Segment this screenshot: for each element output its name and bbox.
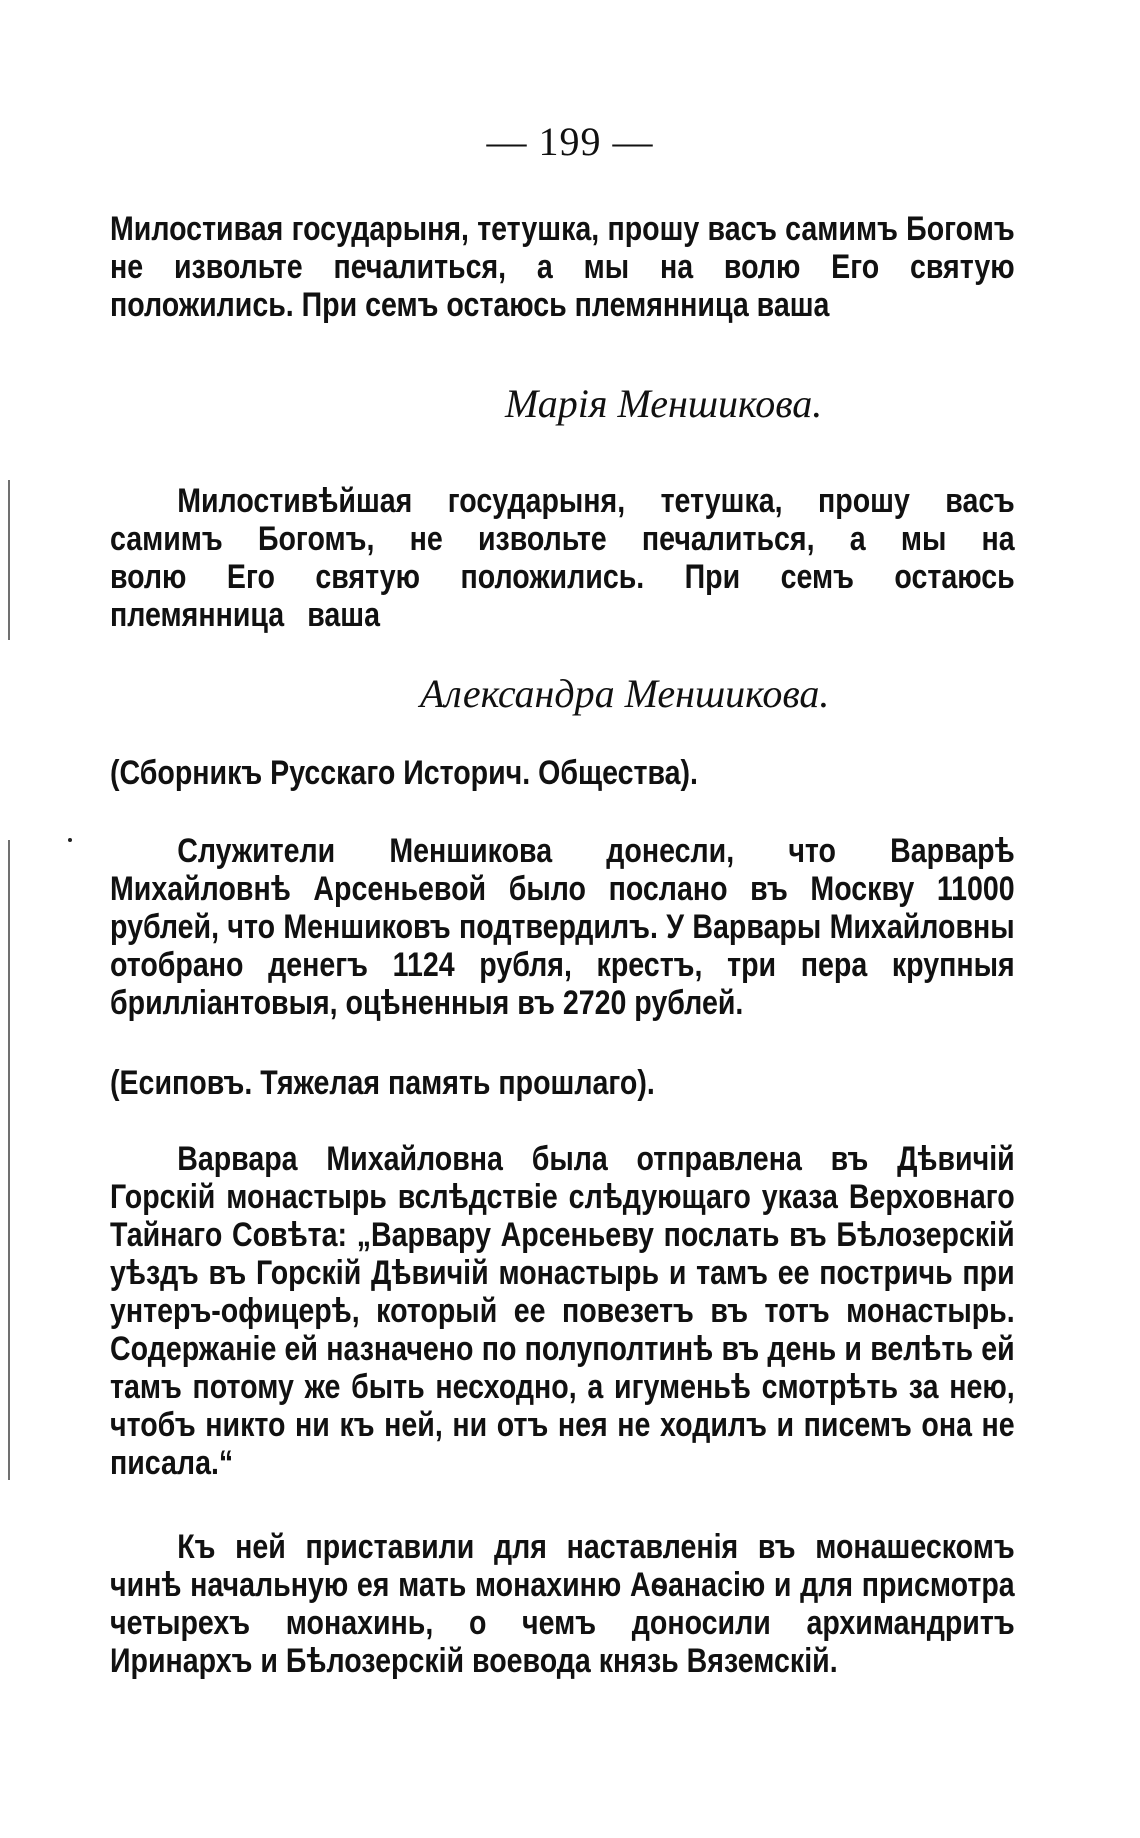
paragraph-servants-report: Служители Меншикова донесли, что Варварѣ Михайловнѣ Арсеньевой было послано въ Москву 11000 рублей, что Меншиковъ подтвердилъ. У Варвары Михайловны отобрано денегъ 1124 рубля, крестъ, три пера крупныя брилліантовыя, оцѣненныя въ 2720 рублей. bbox=[110, 832, 1015, 1022]
scan-margin-line bbox=[8, 840, 10, 1480]
signature-maria: Марія Меншикова. bbox=[505, 381, 823, 426]
source-citation-1: (Сборникъ Русскаго Историч. Общества). bbox=[110, 754, 698, 792]
source-citation-2: (Есиповъ. Тяжелая память прошлаго). bbox=[110, 1064, 655, 1102]
scan-speck bbox=[68, 838, 72, 842]
letter-2-body: Милостивѣйшая государыня, тетушка, прошу васъ самимъ Богомъ, не извольте печалиться, а мы на волю Его святую положились. При семъ остаюсь племянница ваша bbox=[110, 482, 1015, 634]
paragraph-monastery-decree: Варвара Михайловна была отправлена въ Дѣвичій Горскій монастырь вслѣдствіе слѣдующаго указа Верховнаго Тайнаго Совѣта: „Варвару Арсеньеву послать въ Бѣлозерскій уѣздъ въ Горскій Дѣвичій монастырь и тамъ ее постричь при унтеръ-офицерѣ, который ее повезетъ въ тотъ монастырь. Содержаніе ей назначено по полуполтинѣ въ день и велѣть ей тамъ потому же быть несходно, а игуменьѣ смотрѣть за нею, чтобъ никто ни къ ней, ни отъ нея не ходилъ и писемъ она не писала.“ bbox=[110, 1140, 1015, 1482]
page-number: — 199 — bbox=[486, 119, 654, 164]
signature-alexandra: Александра Меншикова. bbox=[420, 671, 830, 716]
paragraph-nuns-assigned: Къ ней приставили для наставленія въ монашескомъ чинѣ начальную ея мать монахиню Аѳанасію и для присмотра четырехъ монахинь, о чемъ доносили архимандритъ Иринархъ и Бѣлозерскій воевода князь Вяземскій. bbox=[110, 1528, 1015, 1680]
scan-margin-line bbox=[8, 480, 10, 640]
letter-1-body: Милостивая государыня, тетушка, прошу васъ самимъ Богомъ не извольте печалиться, а мы на волю Его святую положились. При семъ остаюсь племянница ваша bbox=[110, 210, 1015, 324]
